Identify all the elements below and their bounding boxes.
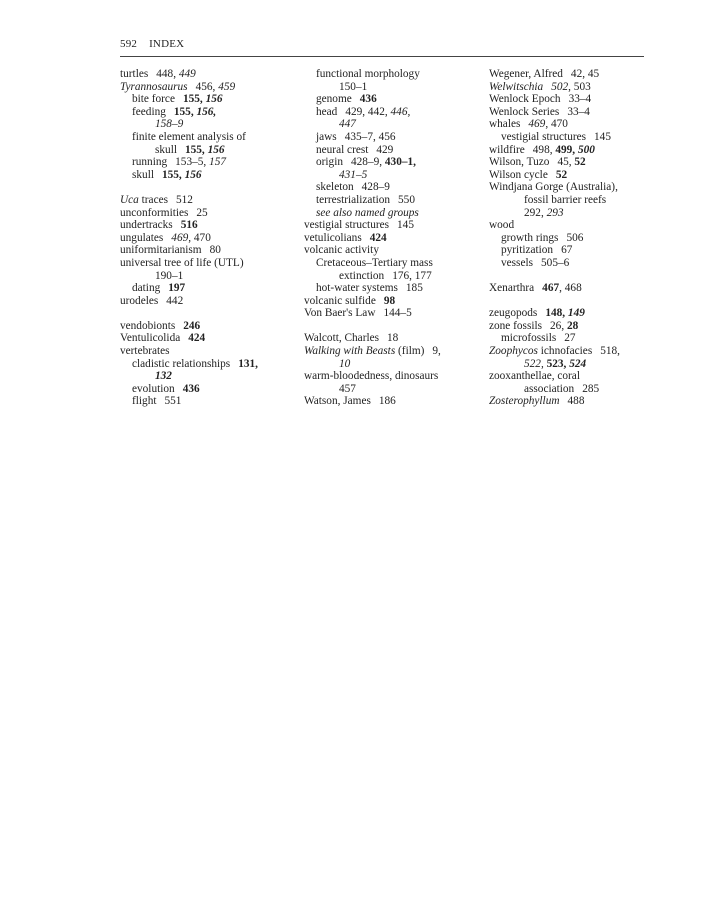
entry-text: Wilson cycle (489, 168, 548, 181)
entry-text: 158–9 (155, 118, 184, 131)
index-entry (120, 370, 302, 383)
entry-text: Welwitschia (489, 80, 544, 93)
entry-text: 431–5 (339, 168, 368, 181)
index-entry (120, 345, 302, 358)
index-entry (120, 282, 302, 295)
entry-text: evolution (132, 382, 175, 395)
entry-text: fossil barrier reefs (524, 193, 607, 206)
entry-text: zooxanthellae, coral (489, 370, 580, 383)
entry-text: Von Baer's Law (304, 307, 376, 320)
index-entry (489, 169, 649, 182)
entry-text: flight (132, 395, 157, 408)
index-entry (304, 332, 486, 345)
entry-text: 512 (176, 193, 193, 206)
entry-text: 518, (600, 345, 620, 358)
entry-text: 52 (555, 168, 568, 181)
entry-text: 502 (551, 80, 569, 93)
entry-text: 26, (550, 319, 567, 332)
entry-text: vendobionts (120, 319, 176, 332)
entry-text: 436 (182, 382, 200, 395)
entry-text: Wenlock Epoch (489, 93, 561, 106)
entry-text: 500 (577, 143, 595, 156)
entry-text: , 468 (559, 282, 582, 295)
entry-text: origin (316, 156, 343, 169)
entry-text: 9, (432, 345, 441, 358)
entry-text: head (316, 105, 338, 118)
index-entry (489, 106, 649, 119)
index-entry (120, 131, 302, 144)
entry-text: 157 (209, 156, 226, 169)
entry-text: 156 (205, 93, 223, 106)
index-entry (304, 207, 486, 220)
index-entry (304, 282, 486, 295)
entry-text: skeleton (316, 181, 354, 194)
index-entry (120, 232, 302, 245)
entry-text: 505–6 (541, 256, 570, 269)
index-entry (304, 370, 486, 383)
entry-text: (film) (395, 345, 425, 358)
entry-text: Walking with Beasts (304, 345, 396, 358)
entry-text: 506 (566, 231, 584, 244)
entry-text: 186 (378, 395, 396, 408)
entry-text: 446, (390, 105, 411, 118)
entry-text: 156 (207, 143, 225, 156)
entry-text: 144–5 (383, 307, 412, 320)
entry-text: 523, (546, 357, 570, 370)
entry-text: 98 (383, 294, 396, 307)
entry-text: 190–1 (155, 269, 184, 282)
index-entry (304, 244, 486, 257)
index-entry (304, 395, 486, 408)
index-gap (489, 270, 649, 283)
entry-text: 467 (542, 282, 560, 295)
index-gap (120, 181, 302, 194)
index-entry (489, 194, 649, 207)
entry-text: Xenarthra (489, 282, 535, 295)
index-column-3 (489, 68, 649, 408)
entry-text: 428–9, (351, 156, 385, 169)
index-entry (304, 358, 486, 371)
index-entry (120, 118, 302, 131)
index-column-2 (304, 68, 486, 408)
index-entry (304, 169, 486, 182)
entry-text: 156 (184, 168, 202, 181)
entry-text: 428–9 (361, 181, 390, 194)
entry-text: 33–4 (568, 93, 592, 106)
entry-text: jaws (316, 130, 337, 143)
entry-text: Cretaceous–Tertiary mass (316, 256, 433, 269)
entry-text: zeugopods (489, 307, 538, 320)
entry-text: undertracks (120, 219, 173, 232)
entry-text: 447 (339, 118, 356, 131)
index-entry (489, 345, 649, 358)
index-entry (304, 307, 486, 320)
index-column-1 (120, 68, 302, 408)
entry-text: 469 (171, 231, 189, 244)
index-entry (120, 169, 302, 182)
entry-text: wood (489, 219, 515, 232)
entry-text: Wenlock Series (489, 105, 560, 118)
entry-text: Windjana Gorge (Australia), (489, 181, 618, 194)
entry-text: 10 (339, 357, 351, 370)
index-entry (304, 68, 486, 81)
entry-text: 550 (398, 193, 415, 206)
index-entry (304, 232, 486, 245)
index-entry (304, 81, 486, 94)
entry-text: wildfire (489, 143, 525, 156)
entry-text: 42, 45 (570, 68, 600, 80)
index-entry (304, 257, 486, 270)
index-entry (120, 144, 302, 157)
index-entry (304, 219, 486, 232)
entry-text: 522, (524, 357, 547, 370)
entry-text: 148, (545, 307, 568, 320)
entry-text: 185 (405, 282, 423, 295)
entry-text: 498, (532, 143, 556, 156)
entry-text: dating (132, 282, 161, 295)
index-entry (120, 358, 302, 371)
index-entry (489, 68, 649, 81)
index-entry (120, 106, 302, 119)
index-entry (489, 370, 649, 383)
entry-text: 488 (567, 395, 585, 408)
index-entry (304, 93, 486, 106)
index-entry (120, 383, 302, 396)
entry-text: zone fossils (489, 319, 543, 332)
entry-text: 80 (209, 244, 221, 257)
index-entry (120, 395, 302, 408)
entry-text: 155, (173, 105, 197, 118)
index-entry (489, 320, 649, 333)
index-entry (120, 219, 302, 232)
entry-text: Watson, James (304, 395, 371, 408)
entry-text: 145 (397, 219, 414, 232)
index-gap (120, 307, 302, 320)
entry-text: warm-bloodedness, dinosaurs (304, 370, 439, 383)
entry-text: 456, (195, 80, 219, 93)
index-entry (120, 244, 302, 257)
entry-text: 197 (168, 282, 186, 295)
entry-text: 435–7, 456 (344, 130, 396, 143)
entry-text: Zoophycos (489, 345, 538, 358)
entry-text: 149 (567, 307, 585, 320)
index-entry (489, 232, 649, 245)
index-entry (489, 244, 649, 257)
index-entry (304, 194, 486, 207)
page-title: INDEX (149, 38, 185, 50)
index-entry (304, 131, 486, 144)
index-entry (304, 270, 486, 283)
page-number: 592 (120, 38, 138, 50)
entry-text: growth rings (501, 231, 559, 244)
entry-text: 131, (238, 357, 258, 370)
entry-text: 424 (369, 231, 387, 244)
entry-text: Tyrannosaurus (120, 80, 188, 93)
entry-text: 293 (546, 206, 564, 219)
entry-text: unconformities (120, 206, 189, 219)
index-entry (120, 207, 302, 220)
index-entry (120, 295, 302, 308)
index-entry (489, 81, 649, 94)
index-entry (489, 93, 649, 106)
index-entry (120, 156, 302, 169)
entry-text: Walcott, Charles (304, 332, 380, 345)
entry-text: cladistic relationships (132, 357, 231, 370)
entry-text: , 503 (568, 80, 591, 93)
index-entry (489, 395, 649, 408)
index-entry (304, 345, 486, 358)
entry-text: feeding (132, 105, 166, 118)
entry-text: 524 (569, 357, 587, 370)
entry-text: 516 (180, 219, 198, 232)
index-entry (120, 270, 302, 283)
entry-text: 429, 442, (345, 105, 391, 118)
index-entry (120, 320, 302, 333)
entry-text: uniformitarianism (120, 244, 202, 257)
entry-text: 551 (164, 395, 182, 408)
entry-text: 155, (184, 143, 208, 156)
entry-text: 155, (182, 93, 206, 106)
entry-text: 27 (564, 332, 576, 345)
entry-text: 67 (561, 244, 573, 257)
entry-text: 52 (574, 156, 586, 169)
entry-text: 132 (155, 370, 172, 383)
entry-text: , 470 (188, 231, 211, 244)
index-entry (489, 282, 649, 295)
entry-text: ichnofacies (537, 345, 593, 358)
entry-text: volcanic sulfide (304, 294, 376, 307)
entry-text: universal tree of life (UTL) (120, 256, 244, 269)
header-rule (120, 56, 644, 57)
entry-text: volcanic activity (304, 244, 379, 257)
entry-text: 145 (594, 130, 611, 143)
index-gap (489, 295, 649, 308)
entry-text: 424 (188, 332, 206, 345)
entry-text: Wegener, Alfred (489, 68, 563, 80)
entry-text: see also named groups (316, 206, 419, 219)
entry-text: vetulicolians (304, 231, 362, 244)
entry-text: bite force (132, 93, 175, 106)
index-entry (304, 144, 486, 157)
entry-text: 436 (359, 93, 377, 106)
entry-text: Zosterophyllum (489, 395, 560, 408)
entry-text: 499, (555, 143, 578, 156)
entry-text: 156, (196, 105, 217, 118)
index-entry (489, 118, 649, 131)
index-entry (489, 219, 649, 232)
entry-text: ungulates (120, 231, 164, 244)
index-entry (120, 93, 302, 106)
index-entry (120, 332, 302, 345)
entry-text: 153–5, (175, 156, 210, 169)
index-entry (489, 131, 649, 144)
entry-text: 449 (178, 68, 196, 80)
index-entry (304, 383, 486, 396)
entry-text: 246 (183, 319, 201, 332)
index-entry (304, 106, 486, 119)
index-entry (120, 257, 302, 270)
entry-text: 18 (387, 332, 399, 345)
entry-text: 45, (557, 156, 575, 169)
entry-text: 33–4 (567, 105, 590, 118)
entry-text: 25 (196, 206, 208, 219)
index-entry (120, 194, 302, 207)
entry-text: vertebrates (120, 345, 170, 358)
entry-text: urodeles (120, 294, 159, 307)
entry-text: running (132, 156, 168, 169)
index-entry (120, 81, 302, 94)
index-entry (489, 332, 649, 345)
entry-text: 429 (376, 143, 394, 156)
entry-text: , 470 (545, 118, 568, 131)
entry-text: turtles (120, 68, 149, 80)
entry-text: skull (132, 168, 154, 181)
index-entry (489, 181, 649, 194)
entry-text: terrestrialization (316, 193, 391, 206)
entry-text: 176, 177 (392, 269, 432, 282)
index-entry (489, 207, 649, 220)
entry-text: hot-water systems (316, 282, 398, 295)
entry-text: traces (138, 193, 168, 206)
entry-text: skull (155, 143, 177, 156)
entry-text: genome (316, 93, 352, 106)
entry-text: extinction (339, 269, 385, 282)
entry-text: pyritization (501, 244, 554, 257)
entry-text: Wilson, Tuzo (489, 156, 550, 169)
entry-text: vessels (501, 256, 534, 269)
index-entry (120, 68, 302, 81)
index-entry (489, 307, 649, 320)
entry-text: 150–1 (339, 80, 368, 93)
entry-text: microfossils (501, 332, 557, 345)
entry-text: whales (489, 118, 521, 131)
entry-text: functional morphology (316, 68, 420, 80)
entry-text: 292, (524, 206, 547, 219)
index-entry (489, 156, 649, 169)
entry-text: 442 (166, 294, 184, 307)
entry-text: 459 (218, 80, 236, 93)
entry-text: 285 (582, 382, 600, 395)
entry-text: 457 (339, 382, 356, 395)
entry-text: association (524, 382, 575, 395)
entry-text: 469 (528, 118, 546, 131)
entry-text: finite element analysis of (132, 130, 246, 143)
entry-text: vestigial structures (501, 130, 587, 143)
entry-text: neural crest (316, 143, 369, 156)
entry-text: Ventulicolida (120, 332, 181, 345)
index-entry (304, 181, 486, 194)
page-header (120, 38, 644, 58)
index-gap (304, 320, 486, 333)
entry-text: 155, (161, 168, 185, 181)
entry-text: 430–1, (384, 156, 416, 169)
index-entry (489, 358, 649, 371)
entry-text: vestigial structures (304, 219, 390, 232)
index-entry (489, 383, 649, 396)
index-entry (489, 257, 649, 270)
entry-text: Uca (120, 193, 139, 206)
entry-text: 28 (566, 319, 579, 332)
entry-text: 448, (156, 68, 179, 80)
index-entry (304, 295, 486, 308)
index-entry (304, 118, 486, 131)
index-entry (489, 144, 649, 157)
index-entry (304, 156, 486, 169)
